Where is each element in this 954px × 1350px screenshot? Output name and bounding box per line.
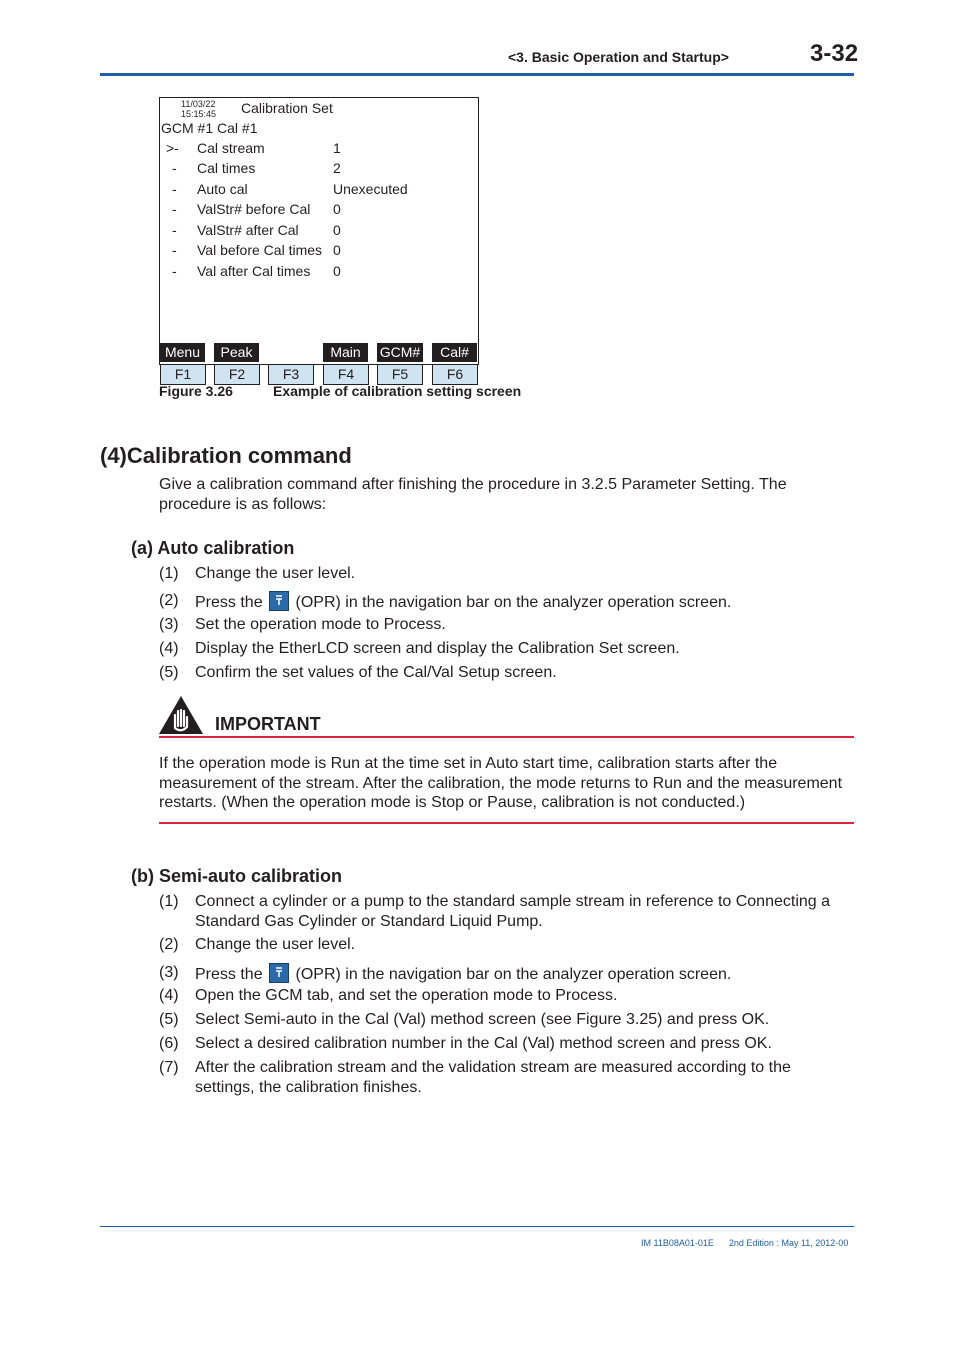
step-number: (4) [159, 640, 179, 657]
step-text-pre: Press the [195, 594, 263, 611]
row-label: Cal times [197, 160, 256, 176]
screen-datetime [181, 99, 216, 119]
figure-caption: Example of calibration setting screen [273, 383, 522, 399]
important-text: If the operation mode is Run at the time set in Auto start time, calibration starts after the measurement of the stream. After the calibration, the mode returns to Run and the measurement restarts. (When the operation mode is Stop or Pause, calibration is not conducted.) [159, 755, 843, 811]
softkey-main[interactable]: Main [323, 343, 368, 362]
running-header: <3. Basic Operation and Startup> [508, 49, 729, 65]
footer-doc-id: IM 11B08A01-01E [641, 1238, 714, 1248]
footer-edition: 2nd Edition : May 11, 2012-00 [728, 1238, 849, 1248]
softkey-gcm[interactable]: GCM# [377, 343, 423, 362]
fkey-f3[interactable]: F3 [268, 364, 314, 385]
screen-title: Calibration Set [241, 100, 333, 116]
step-text-post: (OPR) in the navigation bar on the analyzer operation screen. [295, 594, 732, 611]
step-text: After the calibration stream and the validation stream are measured according to the settings, the calibration finishes. [195, 1059, 791, 1096]
step-text: Connect a cylinder or a pump to the standard sample stream in reference to Connecting a Standard Gas Cylinder or Standard Liquid Pump. [195, 893, 831, 930]
step-text: Select a desired calibration number in the Cal (Val) method screen and press OK. [195, 1035, 772, 1052]
fkey-f2[interactable]: F2 [214, 364, 260, 385]
screen-time: 15:15:45 [181, 109, 217, 119]
fkey-f6[interactable]: F6 [432, 364, 478, 385]
important-title: IMPORTANT [215, 714, 321, 734]
step-number: (1) [159, 893, 179, 910]
screen-date: 11/03/22 [181, 99, 216, 109]
figure-number: Figure 3.26 [159, 383, 233, 399]
row-label: Cal stream [197, 140, 265, 156]
row-marker: - [172, 181, 177, 197]
row-value: 0 [333, 263, 341, 279]
step-number: (4) [159, 987, 179, 1004]
row-value: 0 [333, 222, 341, 238]
important-bottom-rule [159, 822, 854, 824]
row-value: 0 [333, 242, 341, 258]
row-label: Val before Cal times [197, 242, 323, 258]
softkey-cal[interactable]: Cal# [432, 343, 477, 362]
step-number: (2) [159, 936, 179, 953]
step-number: (3) [159, 964, 179, 981]
row-label: ValStr# after Cal [197, 222, 299, 238]
step-text: Change the user level. [195, 936, 356, 953]
step-text-pre: Press the [195, 966, 263, 983]
row-marker: - [172, 263, 177, 279]
step-text-post: (OPR) in the navigation bar on the analyzer operation screen. [295, 966, 732, 983]
row-marker: - [172, 160, 177, 176]
warning-hand-icon [158, 695, 204, 735]
row-label: ValStr# before Cal [197, 201, 311, 217]
step-text: Open the GCM tab, and set the operation mode to Process. [195, 987, 618, 1004]
fkey-f4[interactable]: F4 [323, 364, 369, 385]
row-value: 1 [333, 140, 341, 156]
section-intro: Give a calibration command after finishing the procedure in 3.2.5 Parameter Setting. The procedure is as follows: [159, 476, 787, 513]
row-label: Val after Cal times [197, 263, 311, 279]
important-top-rule [159, 736, 854, 738]
screen-subtitle: GCM #1 Cal #1 [161, 120, 258, 136]
row-marker: - [172, 242, 177, 258]
auto-calibration-heading: (a) Auto calibration [131, 538, 295, 558]
step-text: Change the user level. [195, 565, 356, 582]
step-text: Set the operation mode to Process. [195, 616, 446, 633]
row-cursor: >- [166, 140, 179, 156]
step-text: Confirm the set values of the Cal/Val Setup screen. [195, 664, 557, 681]
row-marker: - [172, 222, 177, 238]
row-value: Unexecuted [333, 181, 408, 197]
fkey-f5[interactable]: F5 [377, 364, 423, 385]
page-number: 3-32 [810, 40, 859, 67]
semi-auto-calibration-heading: (b) Semi-auto calibration [131, 866, 343, 886]
step-number: (1) [159, 565, 179, 582]
opr-icon [269, 591, 289, 611]
row-label: Auto cal [197, 181, 248, 197]
step-number: (5) [159, 664, 179, 681]
step-text: Select Semi-auto in the Cal (Val) method screen (see Figure 3.25) and press OK. [195, 1011, 770, 1028]
step-number: (7) [159, 1059, 179, 1076]
opr-icon [269, 963, 289, 983]
softkey-peak[interactable]: Peak [214, 343, 259, 362]
step-text [195, 591, 854, 613]
section-heading: (4)Calibration command [100, 443, 352, 468]
step-number: (3) [159, 616, 179, 633]
step-text [195, 963, 854, 985]
step-number: (2) [159, 592, 179, 609]
row-value: 2 [333, 160, 341, 176]
footer [641, 1238, 848, 1248]
softkey-menu[interactable]: Menu [160, 343, 205, 362]
step-text: Display the EtherLCD screen and display the Calibration Set screen. [195, 640, 680, 657]
fkey-f1[interactable]: F1 [160, 364, 206, 385]
step-number: (5) [159, 1011, 179, 1028]
row-value: 0 [333, 201, 341, 217]
step-number: (6) [159, 1035, 179, 1052]
footer-rule [100, 1226, 854, 1227]
header-rule [100, 73, 854, 76]
row-marker: - [172, 201, 177, 217]
